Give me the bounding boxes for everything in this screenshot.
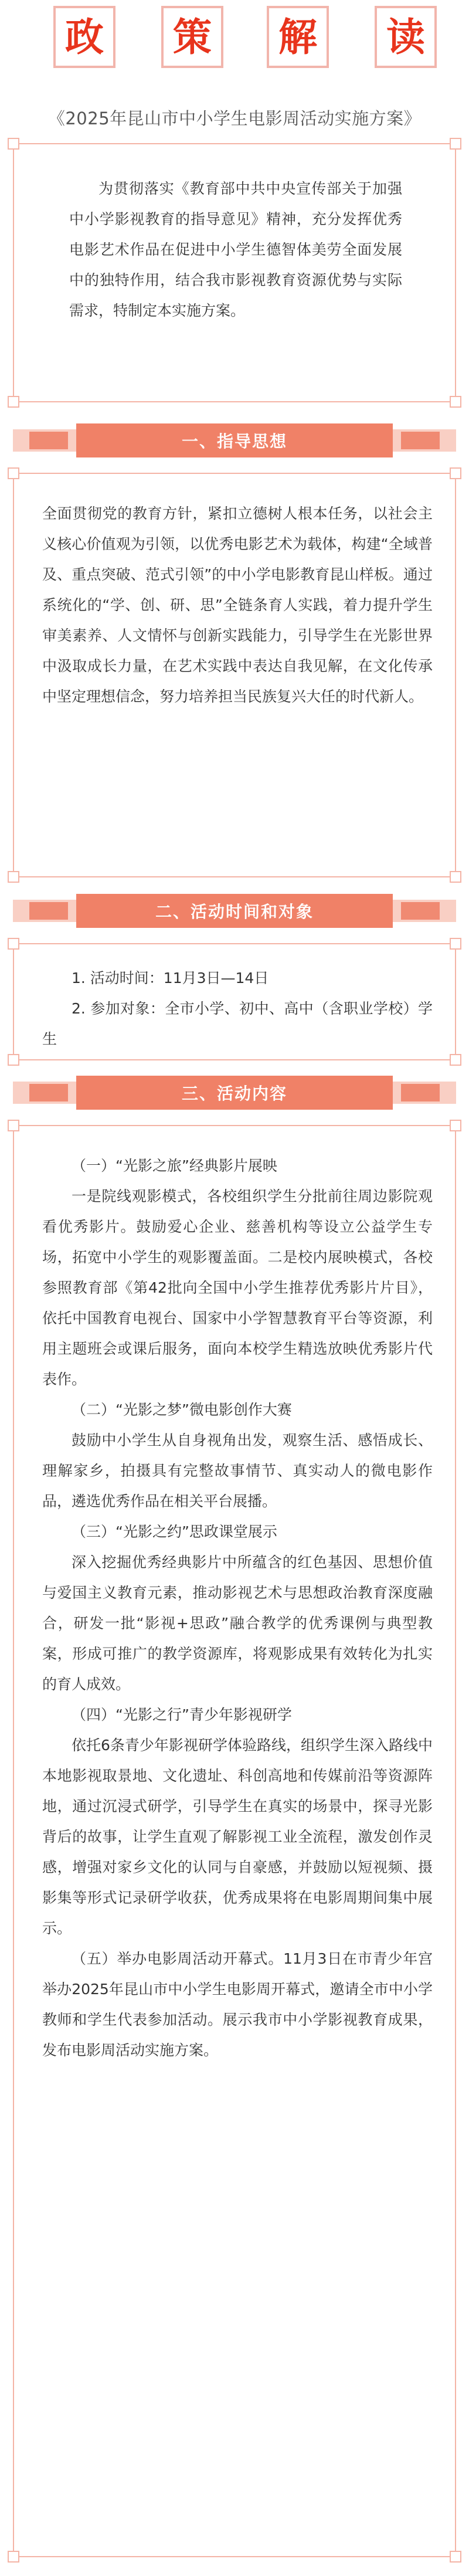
section-header [13, 894, 456, 928]
activity-title: （三）“光影之约”思政课堂展示 [72, 1523, 277, 1540]
list-item: 1. 活动时间：11月3日—14日 [72, 970, 269, 987]
corner-ornament [8, 2551, 19, 2563]
corner-ornament [8, 871, 19, 883]
corner-ornament [8, 396, 19, 408]
activity-title: （四）“光影之行”青少年影视研学 [72, 1706, 292, 1723]
corner-ornament [450, 138, 461, 150]
title-char: 政 [53, 6, 115, 68]
activity-item-5 [42, 1944, 433, 2066]
title-char: 策 [161, 6, 223, 68]
section-title: 二、活动时间和对象 [76, 894, 393, 928]
activity-body: 深入挖掘优秀经典影片中所蕴含的红色基因、思想价值与爱国主义教育元素，推动影视艺术与思想政治教育深度融合，研发一批“影视+思政”融合教学的优秀课例与典型教案，形成可推广的教学资源库，将观影成果有效转化为扎实的育人成效。 [42, 1554, 433, 1693]
section-title: 一、指导思想 [76, 423, 393, 457]
corner-ornament [450, 871, 461, 883]
header-flag [29, 1084, 68, 1101]
section-header [13, 423, 456, 457]
header-flag [29, 902, 68, 920]
activity-body: 鼓励中小学生从自身视角出发，观察生活、感悟成长、理解家乡，拍摄具有完整故事情节、真实动人的微电影作品，遴选优秀作品在相关平台展播。 [42, 1432, 433, 1510]
activity-content-box [13, 1125, 456, 2557]
corner-ornament [450, 1120, 461, 1131]
header-flag [401, 902, 440, 920]
corner-ornament [8, 1120, 19, 1131]
corner-ornament [8, 138, 19, 150]
title-char: 读 [375, 6, 437, 68]
corner-ornament [8, 1054, 19, 1066]
section-header [13, 1076, 456, 1110]
activity-body: 11月3日在市青少年宫举办2025年昆山市中小学生电影周开幕式，邀请全市中小学教师和学生代表参加活动。展示我市中小学影视教育成果，发布电影周活动实施方案。 [42, 1950, 433, 2059]
title-banner [0, 6, 469, 72]
list-item: 2. 参加对象：全市小学、初中、高中（含职业学校）学生 [42, 1000, 433, 1048]
document-subtitle: 《2025年昆山市中小学生电影周活动实施方案》 [47, 109, 422, 128]
header-flag [401, 1084, 440, 1101]
activity-title: （五）举办电影周活动开幕式。 [72, 1950, 284, 1967]
corner-ornament [450, 1054, 461, 1066]
corner-ornament [450, 396, 461, 408]
time-and-audience-box [13, 943, 456, 1060]
activity-title: （二）“光影之梦”微电影创作大赛 [72, 1401, 292, 1418]
corner-ornament [450, 2551, 461, 2563]
activity-body: 依托6条青少年影视研学体验路线，组织学生深入路线中本地影视取景地、文化遗址、科创高地和传媒前沿等资源阵地，通过沉浸式研学，引导学生在真实的场景中，探寻光影背后的故事，让学生直观了解影视工业全流程，激发创作灵感，增强对家乡文化的认同与自豪感，并鼓励以短视频、摄影集等形式记录研学收获，优秀成果将在电影周期间集中展示。 [42, 1737, 433, 1937]
header-flag [401, 432, 440, 449]
intro-paragraph: 为贯彻落实《教育部中共中央宣传部关于加强中小学影视教育的指导意见》精神，充分发挥优秀电影艺术作品在促进中小学生德智体美劳全面发展中的独特作用，结合我市影视教育资源优势与实际需求，特制定本实施方案。 [69, 180, 402, 319]
section-paragraph: 全面贯彻党的教育方针，紧扣立德树人根本任务，以社会主义核心价值观为引领，以优秀电影艺术为载体，构建“全域普及、重点突破、范式引领”的中小学电影教育昆山样板。通过系统化的“学、创、研、思”全链条育人实践，着力提升学生审美素养、人文情怀与创新实践能力，引导学生在光影世界中汲取成长力量，在艺术实践中表达自我见解，在文化传承中坚定理想信念，努力培养担当民族复兴大任的时代新人。 [42, 505, 433, 705]
title-char: 解 [267, 6, 329, 68]
intro-box [13, 143, 456, 402]
corner-ornament [450, 467, 461, 479]
guiding-ideology-box [13, 473, 456, 877]
section-list [42, 963, 433, 1055]
corner-ornament [8, 467, 19, 479]
section-title: 三、活动内容 [76, 1076, 393, 1110]
corner-ornament [8, 938, 19, 950]
corner-ornament [450, 938, 461, 950]
activity-list [42, 1151, 433, 2066]
header-flag [29, 432, 68, 449]
activity-body: 一是院线观影模式，各校组织学生分批前往周边影院观看优秀影片。鼓励爱心企业、慈善机构等设立公益学生专场，拓宽中小学生的观影覆盖面。二是校内展映模式，各校参照教育部《第42批向全国中小学生推荐优秀影片片目》，依托中国教育电视台、国家中小学智慧教育平台等资源，利用主题班会或课后服务，面向本校学生精选放映优秀影片代表作。 [42, 1188, 433, 1388]
activity-title: （一）“光影之旅”经典影片展映 [72, 1157, 277, 1174]
